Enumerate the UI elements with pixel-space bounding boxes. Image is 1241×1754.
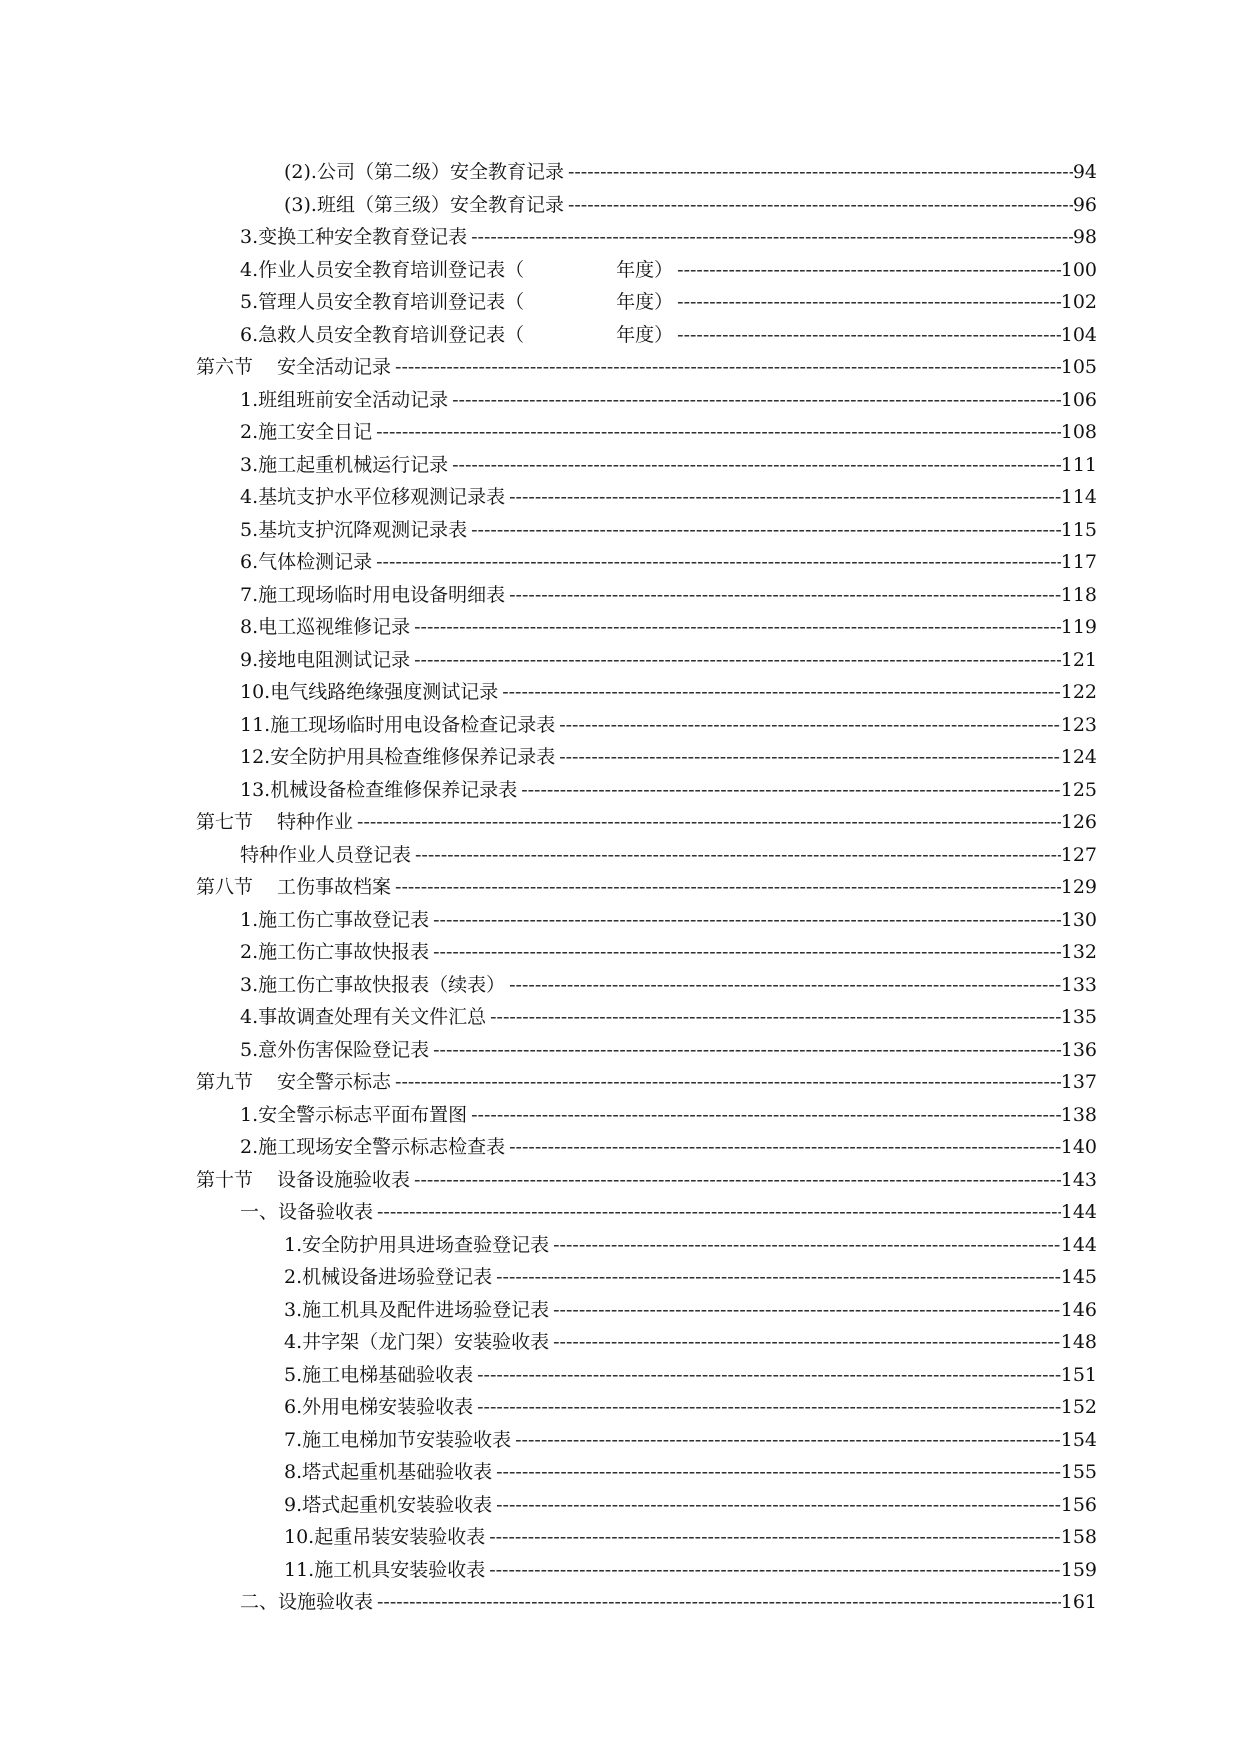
toc-page-number: 126	[1060, 811, 1097, 833]
toc-page-number: 105	[1060, 356, 1097, 378]
toc-entry[interactable]	[240, 579, 1097, 611]
toc-dot-leader	[515, 1424, 1061, 1456]
toc-section-number: 第八节	[196, 876, 254, 898]
toc-entry-title	[196, 871, 395, 903]
toc-dot-leader	[677, 286, 1061, 318]
toc-section-number: 第六节	[196, 356, 254, 378]
toc-entry[interactable]	[240, 384, 1097, 416]
toc-entry-title	[240, 1131, 509, 1163]
toc-entry[interactable]	[240, 449, 1097, 481]
toc-entry-title	[240, 579, 509, 611]
toc-entry-title	[240, 839, 415, 871]
toc-title-text: 9.塔式起重机安装验收表	[284, 1493, 493, 1516]
toc-page-number: 100	[1060, 258, 1097, 281]
toc-title-text: 3.施工机具及配件进场验登记表	[284, 1298, 550, 1321]
toc-entry[interactable]	[240, 904, 1097, 936]
toc-title-text: 12.安全防护用具检查维修保养记录表	[240, 746, 556, 768]
toc-page-number: 136	[1060, 1038, 1097, 1061]
toc-entry-title	[196, 351, 395, 383]
toc-title-text: 7.施工电梯加节安装验收表	[284, 1428, 512, 1451]
toc-title-text: 10.起重吊装安装验收表	[284, 1526, 486, 1548]
toc-entry-title	[196, 1066, 395, 1098]
toc-dot-leader	[559, 741, 1061, 773]
toc-entry-title	[240, 546, 376, 578]
toc-entry-title	[240, 644, 414, 676]
toc-title-text: (3).班组（第三级）安全教育记录	[284, 193, 564, 216]
toc-page-number: 108	[1060, 421, 1097, 443]
toc-dot-leader	[414, 611, 1061, 643]
toc-entry-title	[240, 384, 452, 416]
toc-entry[interactable]	[240, 1034, 1097, 1066]
toc-page-number: 146	[1060, 1298, 1097, 1321]
toc-entry[interactable]	[196, 1066, 1097, 1098]
toc-page-number: 102	[1060, 291, 1097, 313]
toc-dot-leader	[509, 579, 1061, 611]
toc-entry[interactable]	[284, 1456, 1097, 1488]
toc-dot-leader	[509, 481, 1061, 513]
toc-page-number: 148	[1060, 1331, 1097, 1353]
toc-page-number: 117	[1060, 551, 1097, 573]
toc-entry[interactable]	[240, 416, 1097, 448]
toc-dot-leader	[433, 904, 1061, 936]
toc-dot-leader	[414, 644, 1061, 676]
toc-entry-title	[284, 1456, 496, 1488]
toc-title-text: 2.机械设备进场验登记表	[284, 1266, 493, 1288]
toc-section-number: 第七节	[196, 811, 254, 833]
toc-entry-title	[240, 514, 471, 546]
toc-entry-title	[240, 481, 509, 513]
toc-entry-title	[284, 1489, 496, 1521]
toc-title-suffix: 年度）	[616, 291, 674, 313]
toc-entry[interactable]	[240, 319, 1097, 351]
toc-dot-leader	[376, 546, 1061, 578]
toc-dot-leader	[496, 1456, 1061, 1488]
toc-page-number: 127	[1060, 843, 1097, 866]
toc-dot-leader	[502, 676, 1061, 708]
toc-entry-title	[240, 319, 677, 351]
toc-entry[interactable]	[240, 969, 1097, 1001]
toc-page-number: 130	[1060, 908, 1097, 931]
toc-entry-title	[240, 1001, 490, 1033]
toc-page-number: 118	[1060, 583, 1097, 606]
toc-entry[interactable]	[240, 741, 1097, 773]
toc-title-suffix: 年度）	[616, 258, 674, 281]
toc-entry[interactable]	[240, 936, 1097, 968]
toc-page-number: 132	[1060, 941, 1097, 963]
toc-entry[interactable]	[240, 709, 1097, 741]
toc-entry-title	[240, 969, 509, 1001]
toc-title-text: 5.意外伤害保险登记表	[240, 1038, 430, 1061]
toc-title-text: 9.接地电阻测试记录	[240, 648, 411, 671]
toc-entry-title	[240, 611, 414, 643]
toc-title-text: 3.施工伤亡事故快报表（续表）	[240, 973, 506, 996]
toc-dot-leader	[489, 1521, 1061, 1553]
toc-dot-leader	[452, 449, 1061, 481]
toc-page-number: 119	[1060, 616, 1097, 638]
toc-dot-leader	[509, 969, 1061, 1001]
toc-title-text: 3.施工起重机械运行记录	[240, 453, 449, 476]
toc-title-text: 6.外用电梯安装验收表	[284, 1396, 474, 1418]
toc-entry-title	[284, 189, 568, 221]
toc-page-number: 144	[1060, 1233, 1097, 1256]
toc-entry-title	[284, 1229, 553, 1261]
toc-page-number: 111	[1060, 453, 1097, 476]
toc-entry[interactable]	[240, 254, 1097, 286]
toc-entry[interactable]	[196, 351, 1097, 383]
toc-title-text: 一、设备验收表	[240, 1201, 374, 1223]
toc-page-number: 129	[1060, 876, 1097, 898]
toc-title-suffix: 年度）	[616, 323, 674, 346]
toc-dot-leader	[433, 1034, 1061, 1066]
toc-entry[interactable]	[196, 1164, 1097, 1196]
toc-entry[interactable]	[284, 1489, 1097, 1521]
toc-entry[interactable]	[240, 676, 1097, 708]
toc-dot-leader	[415, 839, 1061, 871]
toc-title-text: 5.施工电梯基础验收表	[284, 1363, 474, 1386]
toc-entry-title	[196, 806, 357, 838]
toc-title-text: 5.管理人员安全教育培训登记表（	[240, 291, 525, 313]
toc-title-text: 二、设施验收表	[240, 1591, 374, 1613]
toc-entry-title	[284, 1554, 489, 1586]
toc-page-number: 143	[1060, 1168, 1097, 1191]
toc-page-number: 106	[1060, 388, 1097, 411]
toc-entry[interactable]	[240, 286, 1097, 318]
toc-entry[interactable]	[240, 546, 1097, 578]
toc-title-text: 10.电气线路绝缘强度测试记录	[240, 681, 499, 703]
toc-entry-title	[240, 936, 433, 968]
toc-page-number: 151	[1060, 1363, 1097, 1386]
toc-dot-leader	[395, 871, 1061, 903]
toc-dot-leader	[489, 1554, 1061, 1586]
toc-entry-title	[240, 904, 433, 936]
toc-page-number: 104	[1060, 323, 1097, 346]
toc-entry[interactable]	[240, 1099, 1097, 1131]
toc-dot-leader	[471, 514, 1061, 546]
toc-entry[interactable]	[284, 1359, 1097, 1391]
toc-dot-leader	[496, 1489, 1061, 1521]
toc-entry[interactable]	[240, 774, 1097, 806]
toc-entry[interactable]	[284, 156, 1097, 188]
toc-entry-title	[240, 676, 502, 708]
toc-title-text: 11.施工机具安装验收表	[284, 1558, 486, 1581]
toc-page-number: 133	[1060, 973, 1097, 996]
toc-entry[interactable]	[240, 514, 1097, 546]
toc-entry-title	[240, 774, 521, 806]
toc-entry-title	[196, 1164, 414, 1196]
toc-title-text: 7.施工现场临时用电设备明细表	[240, 583, 506, 606]
toc-page-number: 152	[1060, 1396, 1097, 1418]
toc-entry-title	[284, 1424, 515, 1456]
toc-entry-title	[284, 1521, 489, 1553]
toc-title-text: 6.急救人员安全教育培训登记表（	[240, 323, 525, 346]
toc-page-number: 121	[1060, 648, 1097, 671]
toc-entry-title	[240, 449, 452, 481]
toc-dot-leader	[559, 709, 1061, 741]
toc-page-number: 161	[1060, 1591, 1097, 1613]
toc-entry-title	[240, 1099, 471, 1131]
toc-title-text: 8.电工巡视维修记录	[240, 616, 411, 638]
toc-title-text: 1.安全防护用具进场查验登记表	[284, 1233, 550, 1256]
toc-entry[interactable]	[240, 644, 1097, 676]
toc-entry[interactable]	[284, 1326, 1097, 1358]
toc-entry[interactable]	[240, 839, 1097, 871]
toc-entry-title	[240, 221, 471, 253]
toc-section-number: 第十节	[196, 1168, 254, 1191]
toc-dot-leader	[496, 1261, 1061, 1293]
toc-entry-title	[240, 416, 376, 448]
toc-page-number: 125	[1060, 778, 1097, 801]
toc-entry-title	[284, 1294, 553, 1326]
toc-entry[interactable]	[284, 1521, 1097, 1553]
toc-dot-leader	[357, 806, 1061, 838]
toc-title-text: 11.施工现场临时用电设备检查记录表	[240, 713, 556, 736]
toc-title-text: 8.塔式起重机基础验收表	[284, 1461, 493, 1483]
toc-dot-leader	[395, 351, 1061, 383]
toc-entry[interactable]	[196, 806, 1097, 838]
toc-title-text: 5.基坑支护沉降观测记录表	[240, 518, 468, 541]
toc-dot-leader	[477, 1359, 1061, 1391]
toc-page-number: 154	[1060, 1428, 1097, 1451]
toc-title-text: 4.井字架（龙门架）安装验收表	[284, 1331, 550, 1353]
toc-page-number: 140	[1060, 1136, 1097, 1158]
toc-entry[interactable]	[284, 1391, 1097, 1423]
toc-title-text: 安全警示标志	[277, 1071, 392, 1093]
toc-title-text: 特种作业	[277, 811, 354, 833]
toc-title-text: 安全活动记录	[277, 356, 392, 378]
toc-dot-leader	[395, 1066, 1061, 1098]
toc-dot-leader	[471, 1099, 1061, 1131]
toc-entry[interactable]	[240, 221, 1097, 253]
toc-title-text: 1.施工伤亡事故登记表	[240, 908, 430, 931]
toc-page-number: 122	[1060, 681, 1097, 703]
toc-dot-leader	[376, 416, 1061, 448]
toc-title-text: (2).公司（第二级）安全教育记录	[284, 161, 564, 183]
toc-page-number: 115	[1060, 518, 1097, 541]
toc-entry-title	[240, 286, 677, 318]
toc-dot-leader	[509, 1131, 1061, 1163]
toc-title-text: 4.基坑支护水平位移观测记录表	[240, 486, 506, 508]
toc-title-text: 2.施工伤亡事故快报表	[240, 941, 430, 963]
toc-title-text: 13.机械设备检查维修保养记录表	[240, 778, 518, 801]
toc-dot-leader	[377, 1586, 1061, 1618]
toc-page-number: 158	[1060, 1526, 1097, 1548]
toc-dot-leader	[452, 384, 1061, 416]
toc-page-number: 155	[1060, 1461, 1097, 1483]
toc-entry[interactable]	[240, 611, 1097, 643]
toc-entry-title	[240, 709, 559, 741]
toc-entry-title	[240, 254, 677, 286]
toc-dot-leader	[414, 1164, 1061, 1196]
toc-dot-leader	[433, 936, 1061, 968]
toc-page-number: 135	[1060, 1006, 1097, 1028]
toc-dot-leader	[568, 156, 1073, 188]
toc-dot-leader	[553, 1326, 1061, 1358]
toc-page-number: 96	[1072, 193, 1097, 216]
toc-page-number: 156	[1060, 1493, 1097, 1516]
toc-entry-title	[284, 1359, 477, 1391]
toc-section-number: 第九节	[196, 1071, 254, 1093]
toc-dot-leader	[377, 1196, 1061, 1228]
toc-dot-leader	[553, 1229, 1061, 1261]
toc-title-text: 3.变换工种安全教育登记表	[240, 226, 468, 248]
toc-entry[interactable]	[240, 1001, 1097, 1033]
toc-entry-title	[240, 1034, 433, 1066]
toc-entry[interactable]	[284, 1294, 1097, 1326]
toc-title-text: 特种作业人员登记表	[240, 843, 412, 866]
toc-entry[interactable]	[240, 481, 1097, 513]
toc-entry[interactable]	[284, 1229, 1097, 1261]
toc-entry-title	[284, 156, 568, 188]
toc-page-number: 98	[1072, 226, 1097, 248]
toc-page-number: 144	[1060, 1201, 1097, 1223]
toc-dot-leader	[677, 319, 1061, 351]
toc-dot-leader	[677, 254, 1061, 286]
toc-entry[interactable]	[284, 189, 1097, 221]
toc-entry[interactable]	[196, 871, 1097, 903]
toc-page-number: 138	[1060, 1103, 1097, 1126]
toc-dot-leader	[553, 1294, 1061, 1326]
toc-page-number: 94	[1072, 161, 1097, 183]
toc-dot-leader	[471, 221, 1073, 253]
toc-entry-title	[284, 1391, 477, 1423]
toc-dot-leader	[477, 1391, 1061, 1423]
toc-title-text: 6.气体检测记录	[240, 551, 373, 573]
toc-page-number: 114	[1060, 486, 1097, 508]
toc-entry[interactable]	[240, 1196, 1097, 1228]
toc-title-text: 4.事故调查处理有关文件汇总	[240, 1006, 487, 1028]
toc-entry-title	[240, 741, 559, 773]
toc-page-number: 145	[1060, 1266, 1097, 1288]
toc-entry-title	[240, 1196, 377, 1228]
toc-title-text: 2.施工安全日记	[240, 421, 373, 443]
toc-dot-leader	[490, 1001, 1061, 1033]
toc-entry-title	[284, 1326, 553, 1358]
toc-page-number: 137	[1060, 1071, 1097, 1093]
toc-title-text: 1.班组班前安全活动记录	[240, 388, 449, 411]
toc-entry[interactable]	[284, 1261, 1097, 1293]
toc-page-number: 159	[1060, 1558, 1097, 1581]
toc-title-text: 工伤事故档案	[277, 876, 392, 898]
toc-entry[interactable]	[240, 1586, 1097, 1618]
toc-entry[interactable]	[284, 1554, 1097, 1586]
toc-title-text: 2.施工现场安全警示标志检查表	[240, 1136, 506, 1158]
toc-entry[interactable]	[284, 1424, 1097, 1456]
toc-title-text: 设备设施验收表	[277, 1168, 411, 1191]
toc-entry-title	[240, 1586, 377, 1618]
toc-entry-title	[284, 1261, 496, 1293]
toc-dot-leader	[521, 774, 1061, 806]
toc-page-number: 124	[1060, 746, 1097, 768]
toc-dot-leader	[568, 189, 1073, 221]
toc-title-text: 4.作业人员安全教育培训登记表（	[240, 258, 525, 281]
toc-title-text: 1.安全警示标志平面布置图	[240, 1103, 468, 1126]
toc-entry[interactable]	[240, 1131, 1097, 1163]
toc-page-number: 123	[1060, 713, 1097, 736]
